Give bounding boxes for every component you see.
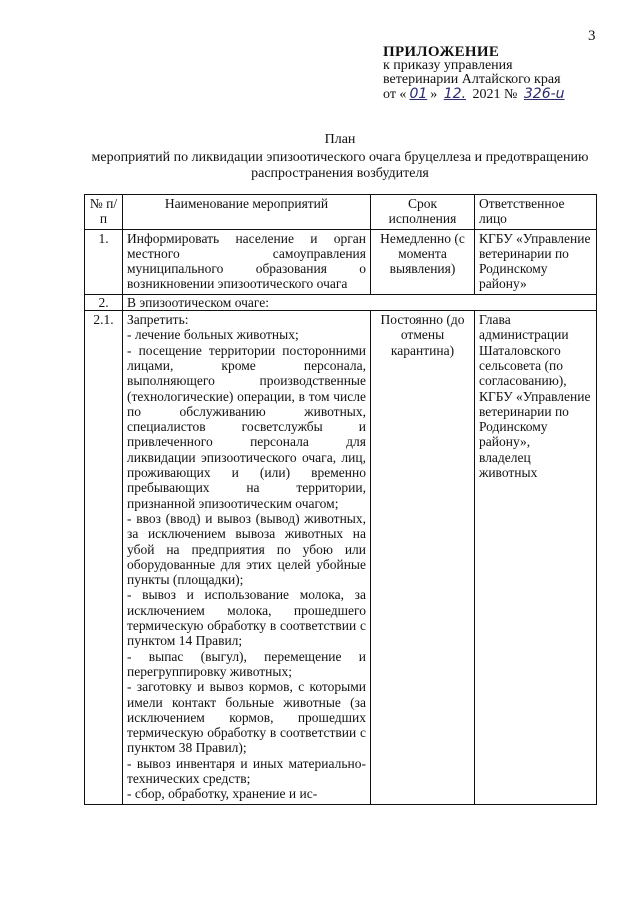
page-number: 3 <box>588 28 596 44</box>
measure-item: - сбор, обработку, хранение и ис- <box>127 786 318 802</box>
header-term: Срок исполнения <box>371 195 475 230</box>
handwritten-day: 01 <box>409 86 428 102</box>
responsible-item: Глава администрации Шаталовского сельсовета (по согласованию), <box>479 312 569 389</box>
appendix-department-line: ветеринарии Алтайского края <box>383 72 561 87</box>
responsible-item: владелец животных <box>479 449 538 481</box>
date-prefix: от « <box>383 87 407 102</box>
table-row <box>85 311 597 805</box>
header-name: Наименование мероприятий <box>123 195 371 230</box>
measure-item: - посещение территории посторонними лицами, кроме персонала, выполняющего производственные (технологические) операции, в том числе по обслуживанию животных, специалистов госветслужбы и привлеченного персонала для ликвидации эпизоотического очага, лиц, проживающих и (или) временно пребывающих на территории, признанной эпизоотическим очагом; <box>127 342 366 511</box>
plan-subtitle-line-1: мероприятий по ликвидации эпизоотического очага бруцеллеза и предотвращению <box>91 150 589 165</box>
measure-item: Запретить: <box>127 312 189 328</box>
measure-item: - заготовку и вывоз кормов, с которыми имели контакт больные животные (за исключением кормов, прошедших термическую обработку в соответствии с пунктом 38 Правил); <box>127 679 366 756</box>
row-2-1-responsible <box>475 311 597 805</box>
table-row <box>85 229 597 294</box>
document-heading <box>60 132 620 182</box>
row-1-num: 1. <box>85 229 123 294</box>
measure-item: - ввоз (ввод) и вывоз (вывод) животных, за исключением вывоза животных на убой на предприятия по убою или оборудованные для этих целей убойные пункты (площадки); <box>127 510 366 588</box>
row-2-1-num: 2.1. <box>85 311 123 805</box>
table-section-row <box>85 294 597 310</box>
plan-title: План <box>324 132 356 147</box>
row-1-responsible: КГБУ «Управление ветеринарии по Родинскому району» <box>475 229 597 294</box>
appendix-order-line: к приказу управления <box>383 58 513 73</box>
table-header-row <box>85 195 597 230</box>
handwritten-order-number: 326-u <box>523 86 565 102</box>
row-2-1-term: Постоянно (до отмены карантина) <box>371 311 475 805</box>
row-2-num: 2. <box>85 294 123 310</box>
appendix-date-line <box>383 87 633 102</box>
header-num: № п/п <box>85 195 123 230</box>
row-2-1-name <box>123 311 371 805</box>
measures-table <box>84 194 597 805</box>
date-mid: » <box>430 87 438 102</box>
measure-item: - вывоз инвентаря и иных материально-технических средств; <box>127 755 366 786</box>
measure-item: - вывоз и использование молока, за исключением молока, прошедшего термическую обработку в соответствии с пунктом 14 Правил; <box>127 587 366 649</box>
measure-item: - выпас (выгул), перемещение и перегруппировку животных; <box>127 648 366 679</box>
responsible-item: КГБУ «Управление ветеринарии по Родинскому району», <box>479 388 591 450</box>
row-1-name: Информировать население и орган местного самоуправления муниципального образования о возникновении эпизоотического очага <box>123 229 371 294</box>
date-year: 2021 № <box>472 87 518 102</box>
appendix-block <box>383 45 633 102</box>
row-1-term: Немедленно (с момента выявления) <box>371 229 475 294</box>
handwritten-month: 12. <box>443 86 467 102</box>
header-responsible: Ответственное лицо <box>475 195 597 230</box>
plan-subtitle-line-2: распространения возбудителя <box>251 166 429 181</box>
row-2-section-title: В эпизоотическом очаге: <box>123 294 597 310</box>
measure-item: - лечение больных животных; <box>127 327 299 343</box>
appendix-title: ПРИЛОЖЕНИЕ <box>383 44 500 60</box>
